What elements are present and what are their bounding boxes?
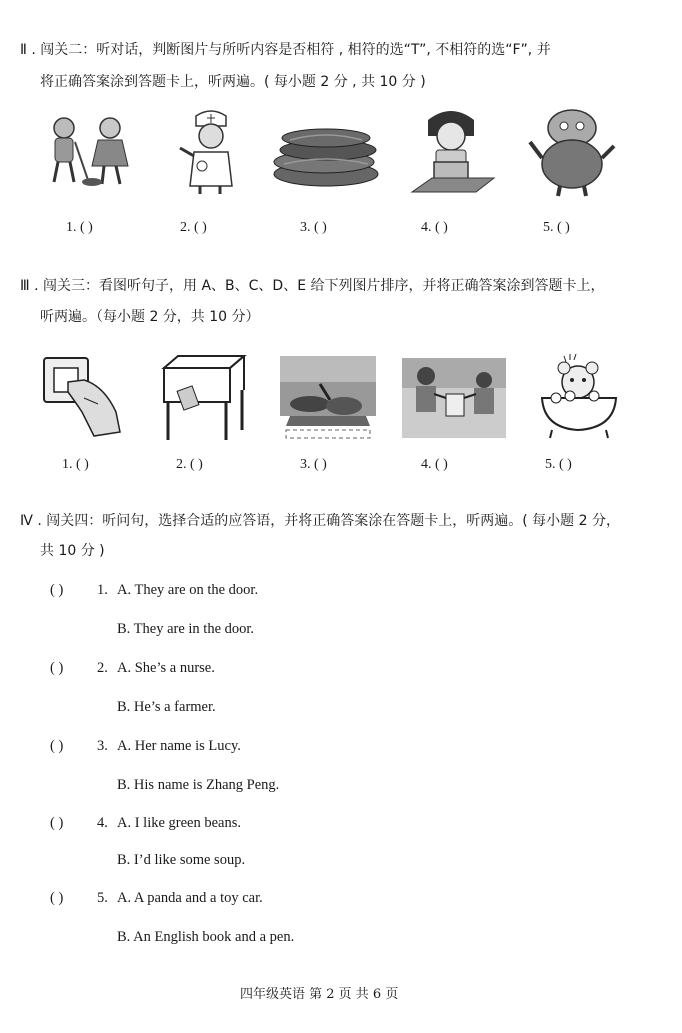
- question-3-option-b: B. His name is Zhang Peng.: [117, 777, 280, 793]
- question-5-option-a: A. A panda and a toy car.: [117, 890, 263, 906]
- section3-heading-line2: 听两遍。（每小题 2 分，共 10 分）: [40, 309, 260, 325]
- question-2-option-a: A. She’s a nurse.: [117, 660, 215, 676]
- section2-answer-4[interactable]: 4. ( ): [421, 220, 448, 235]
- section2-heading-line2: 将正确答案涂到答题卡上，听两遍。( 每小题 2 分 , 共 10 分 ): [40, 74, 426, 90]
- girl-with-box-picture: [406, 106, 496, 198]
- children-sweeping-picture: [40, 108, 138, 188]
- section2-heading-line1: Ⅱ . 闯关二：听对话，判断图片与所听内容是否相符 , 相符的选“T”, 不相符的选“F”, 并: [20, 42, 551, 58]
- question-4-answer-paren[interactable]: ( ): [50, 815, 64, 831]
- bear-in-bathtub-picture: [536, 352, 622, 442]
- question-4-number: 4.: [97, 815, 108, 831]
- question-1-answer-paren[interactable]: ( ): [50, 582, 64, 598]
- question-2-answer-paren[interactable]: ( ): [50, 660, 64, 676]
- section3-answer-2[interactable]: 2. ( ): [176, 457, 203, 472]
- section2-answer-5[interactable]: 5. ( ): [543, 220, 570, 235]
- question-2-number: 2.: [97, 660, 108, 676]
- question-4-option-a: A. I like green beans.: [117, 815, 242, 831]
- section3-answer-1[interactable]: 1. ( ): [62, 457, 89, 472]
- doctor-picture: [172, 106, 250, 196]
- section3-answer-5[interactable]: 5. ( ): [545, 457, 572, 472]
- chubby-girl-picture: [524, 106, 620, 198]
- section4-heading-line1: Ⅳ . 闯关四：听问句，选择合适的应答语，并将正确答案涂在答题卡上，听两遍。( 每小题 2 分，: [20, 513, 620, 529]
- question-1-option-b: B. They are in the door.: [117, 621, 255, 637]
- section2-answer-2[interactable]: 2. ( ): [180, 220, 207, 235]
- question-5-number: 5.: [97, 890, 108, 906]
- page-footer: 四年级英语 第 2 页 共 6 页: [240, 987, 399, 1002]
- question-2-option-b: B. He’s a farmer.: [117, 699, 216, 715]
- question-3-number: 3.: [97, 738, 108, 754]
- school-desk-picture: [158, 352, 250, 444]
- section2-answer-3[interactable]: 3. ( ): [300, 220, 327, 235]
- section3-heading-line1: Ⅲ . 闯关三：看图听句子，用 A、B、C、D、E 给下列图片排序，并将正确答案涂到答题卡上，: [20, 278, 605, 294]
- meat-slices-picture: [270, 120, 382, 192]
- children-carrying-bucket-picture: [402, 358, 506, 438]
- section3-answer-3[interactable]: 3. ( ): [300, 457, 327, 472]
- section2-answer-1[interactable]: 1. ( ): [66, 220, 93, 235]
- section3-answer-4[interactable]: 4. ( ): [421, 457, 448, 472]
- question-3-answer-paren[interactable]: ( ): [50, 738, 64, 754]
- question-5-option-b: B. An English book and a pen.: [117, 929, 295, 945]
- vegetables-picture: [280, 356, 376, 442]
- light-switch-picture: [34, 352, 130, 440]
- section4-heading-line2: 共 10 分 ): [40, 543, 105, 559]
- question-4-option-b: B. I’d like some soup.: [117, 852, 246, 868]
- question-1-option-a: A. They are on the door.: [117, 582, 259, 598]
- question-5-answer-paren[interactable]: ( ): [50, 890, 64, 906]
- question-1-number: 1.: [97, 582, 108, 598]
- question-3-option-a: A. Her name is Lucy.: [117, 738, 241, 754]
